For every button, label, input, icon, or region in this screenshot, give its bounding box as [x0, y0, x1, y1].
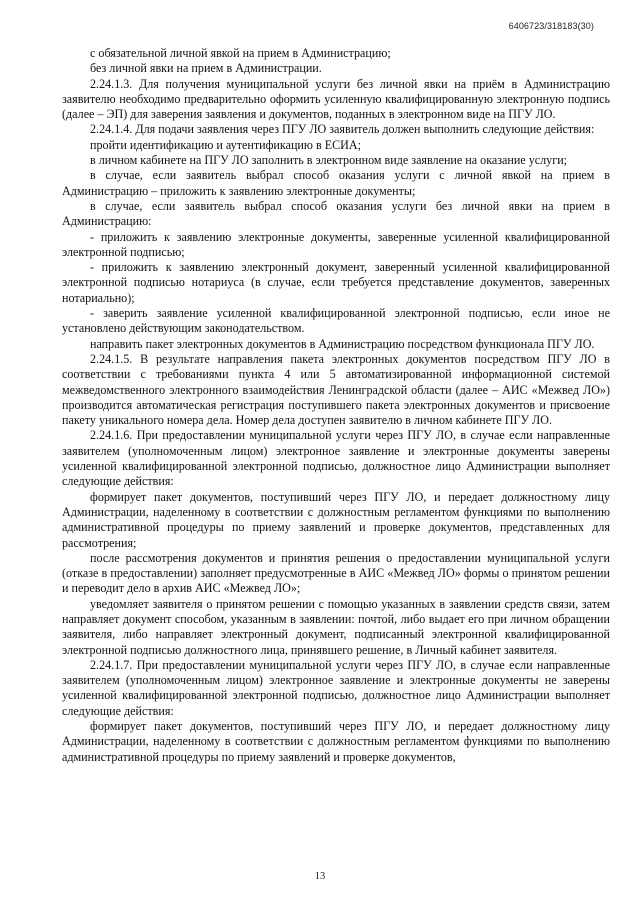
paragraph: уведомляет заявителя о принятом решении с помощью указанных в заявлении средств связи, затем направляет документ способом, указанным в заявлении: почтой, либо выдает его при личном обращении заявителя, либо направляет электронный документ, подписанный электронной квалифицированной электронной подписью должностного лица, принявшего решение, в Личный кабинет заявителя. [62, 596, 610, 657]
document-id: 6406723/318183(30) [508, 21, 594, 31]
paragraph: - заверить заявление усиленной квалифицированной электронной подписью, если иное не установлено действующим законодательством. [62, 306, 610, 336]
paragraph: формирует пакет документов, поступивший через ПГУ ЛО, и передает должностному лицу Администрации, наделенному в соответствии с должностным регламентом функциями по выполнению административной процедуры по приему заявлений и проверке документов, представленных для рассмотрения; [62, 489, 610, 550]
paragraph: 2.24.1.4. Для подачи заявления через ПГУ ЛО заявитель должен выполнить следующие действия: [90, 122, 595, 137]
paragraph: в личном кабинете на ПГУ ЛО заполнить в электронном виде заявление на оказание услуги; [90, 153, 568, 168]
page-number: 13 [314, 871, 326, 882]
paragraph: 2.24.1.3. Для получения муниципальной услуги без личной явки на приём в Администрацию заявителю необходимо предварительно оформить усиленную квалифицированную электронную подпись (далее – ЭП) для заверения заявления и документов, поданных в электронном виде на ПГУ ЛО. [62, 76, 610, 122]
paragraph: 2.24.1.7. При предоставлении муниципальной услуги через ПГУ ЛО, в случае если направленные заявителем (уполномоченным лицом) электронное заявление и электронные документы не заверены усиленной квалифицированной электронной подписью, должностное лицо Администрации выполняет следующие действия: [62, 657, 610, 718]
paragraph: - приложить к заявлению электронный документ, заверенный усиленной квалифицированной электронной подписью нотариуса (в случае, если требуется представление документов, заверенных нотариально); [62, 260, 610, 305]
paragraph: после рассмотрения документов и принятия решения о предоставлении муниципальной услуги (отказе в предоставлении) заполняет предусмотренные в АИС «Межвед ЛО» формы о принятом решении и переводит дело в архив АИС «Межвед ЛО»; [62, 550, 610, 596]
paragraph: формирует пакет документов, поступивший через ПГУ ЛО, и передает должностному лицу Администрации, наделенному в соответствии с должностным регламентом функциями по выполнению административной процедуры по приему заявлений и проверке документов, [62, 719, 610, 764]
paragraph: 2.24.1.6. При предоставлении муниципальной услуги через ПГУ ЛО, в случае если направленные заявителем (уполномоченным лицом) электронное заявление и электронные документы заверены усиленной квалифицированной электронной подписью, должностное лицо Администрации выполняет следующие действия: [62, 428, 610, 489]
paragraph: направить пакет электронных документов в Администрацию посредством функционала ПГУ ЛО. [90, 336, 595, 351]
paragraph: без личной явки на прием в Администрации. [90, 61, 322, 76]
paragraph: в случае, если заявитель выбрал способ оказания услуги без личной явки на прием в Администрацию: [62, 198, 610, 229]
paragraph: - приложить к заявлению электронные документы, заверенные усиленной квалифицированной электронной подписью; [62, 229, 610, 259]
paragraph: с обязательной личной явкой на прием в Администрацию; [90, 46, 391, 60]
paragraph: пройти идентификацию и аутентификацию в ЕСИА; [90, 137, 361, 152]
paragraph: 2.24.1.5. В результате направления пакета электронных документов посредством ПГУ ЛО в соответствии с требованиями пункта 4 или 5 автоматизированной информационной системой межведомственного электронного взаимодействия Ленинградской области (далее – АИС «Межвед ЛО») производится автоматическая регистрация поступившего пакета электронных документов и присвоение пакету уникального номера дела. Номер дела доступен заявителю в личном кабинете ПГУ ЛО. [62, 351, 610, 428]
paragraph: в случае, если заявитель выбрал способ оказания услуги с личной явкой на прием в Администрацию – приложить к заявлению электронные документы; [62, 168, 610, 198]
document-body [62, 46, 610, 765]
